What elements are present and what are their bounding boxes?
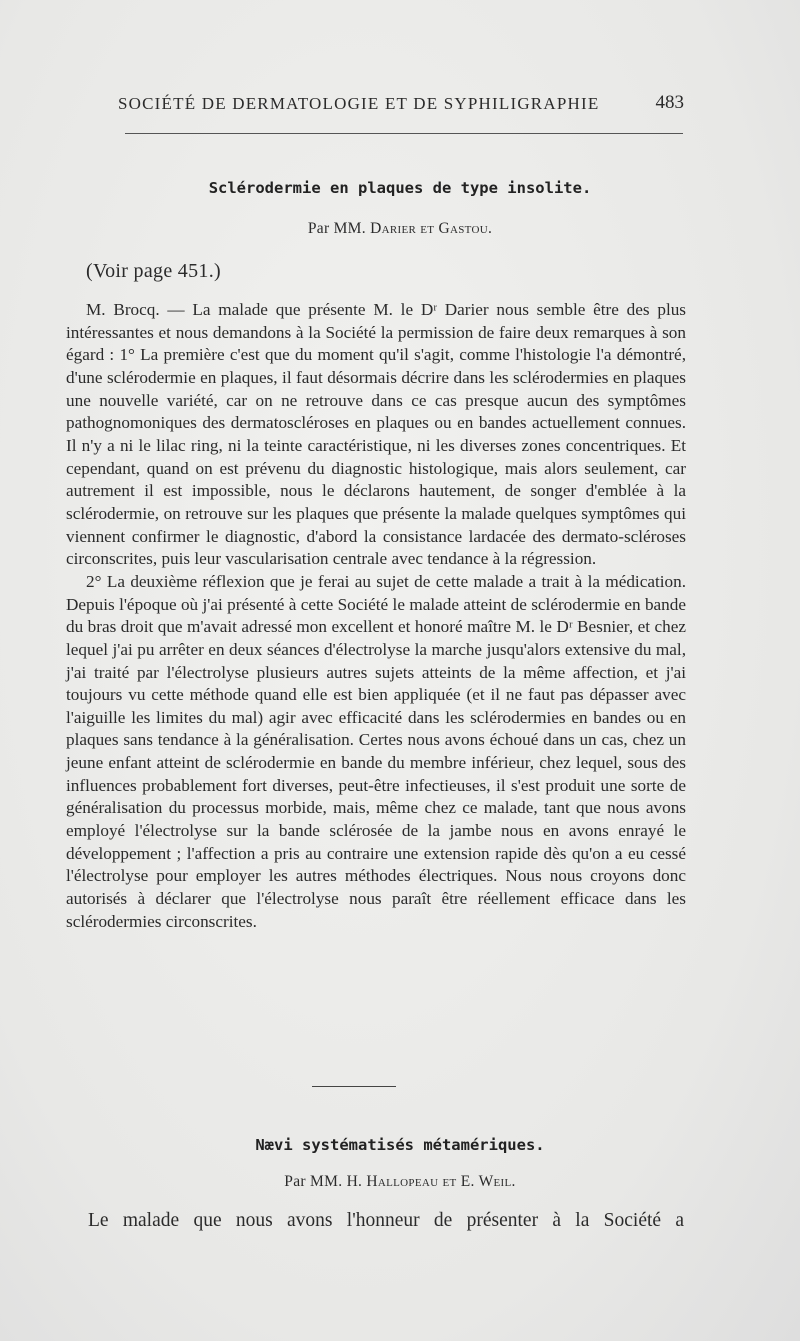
- paragraph-2: 2° La deuxième réflexion que je ferai au sujet de cette malade a trait à la médication. Depuis l'époque où j'ai présenté à cette Société le malade atteint de sclérodermie en bande du bras droit que m'avait adressé mon excellent et honoré maître M. le Dʳ Besnier, et chez lequel j'ai pu arrêter en deux séances d'électrolyse la marche jusqu'alors extensive du mal, j'ai traité par l'électrolyse plusieurs autres sujets atteints de la même affection, et j'ai toujours vu cette méthode quand elle est bien appliquée (et il ne faut pas dépasser avec l'aiguille les limites du mal) agir avec efficacité dans les sclérodermies en bandes ou en plaques sans tendance à la généralisation. Certes nous avons échoué dans un cas, chez un jeune enfant atteint de sclérodermie en bande du membre inférieur, chez lequel, sous des influences probablement fort diverses, peut-être infectieuses, il s'est produit une sorte de généralisation du processus morbide, mais, même chez ce malade, tant que nous avons employé l'électrolyse sur la bande sclérosée de la jambe nous en avons enrayé le développement ; l'affection a pris au contraire une extension rapide dès qu'on a eu cessé l'électrolyse pour employer les autres méthodes électriques. Nous nous croyons donc autorisés à déclarer que l'électrolyse nous paraît être réellement efficace dans les sclérodermies circonscrites.: [66, 571, 686, 931]
- page-reference-note: (Voir page 451.): [86, 260, 221, 282]
- running-head-title: SOCIÉTÉ DE DERMATOLOGIE ET DE SYPHILIGRAPHIE: [118, 94, 600, 113]
- article-byline-2: [0, 1173, 800, 1191]
- article-title-2: Nævi systématisés métamériques.: [255, 1136, 545, 1154]
- article-body: [66, 299, 686, 933]
- paragraph-1: M. Brocq. — La malade que présente M. le Dʳ Darier nous semble être des plus intéressantes et nous demandons à la Société la permission de faire deux remarques à son égard : 1° La première c'est que du moment qu'il s'agit, comme l'histologie l'a démontré, d'une sclérodermie en plaques, il faut désormais décrire dans les sclérodermies en plaques une nouvelle variété, car on ne retrouve dans ce cas presque aucun des symptômes pathognomoniques des dermatoscléroses en plaques ou en bandes actuellement connues. Il n'y a ni le lilac ring, ni la teinte caractéristique, ni les diverses zones concentriques. Et cependant, quand on est prévenu du diagnostic histologique, mais alors seulement, car autrement il est impossible, nous le déclarons hautement, de songer d'emblée à la sclérodermie, on retrouve sur les plaques que présente la malade quelques symptômes qui viennent confirmer le diagnostic, d'abord la consistance lardacée des dermato-scléroses circonscrites, puis leur vascularisation centrale avec tendance à la régression.: [66, 300, 686, 569]
- article-2-opening-line: Le malade que nous avons l'honneur de présenter à la Société a: [88, 1210, 684, 1231]
- article-byline: [0, 220, 800, 238]
- byline-authors-2: H. Hallopeau et E. Weil.: [346, 1173, 516, 1190]
- byline-authors: Darier et Gastou.: [370, 220, 493, 237]
- article-title: Sclérodermie en plaques de type insolite.: [208, 179, 592, 197]
- page-number: 483: [655, 92, 684, 113]
- header-rule: [125, 133, 683, 134]
- byline-prefix-2: Par MM.: [284, 1173, 343, 1190]
- byline-prefix: Par MM.: [307, 220, 366, 237]
- running-head: [118, 94, 684, 118]
- section-separator: [312, 1086, 396, 1087]
